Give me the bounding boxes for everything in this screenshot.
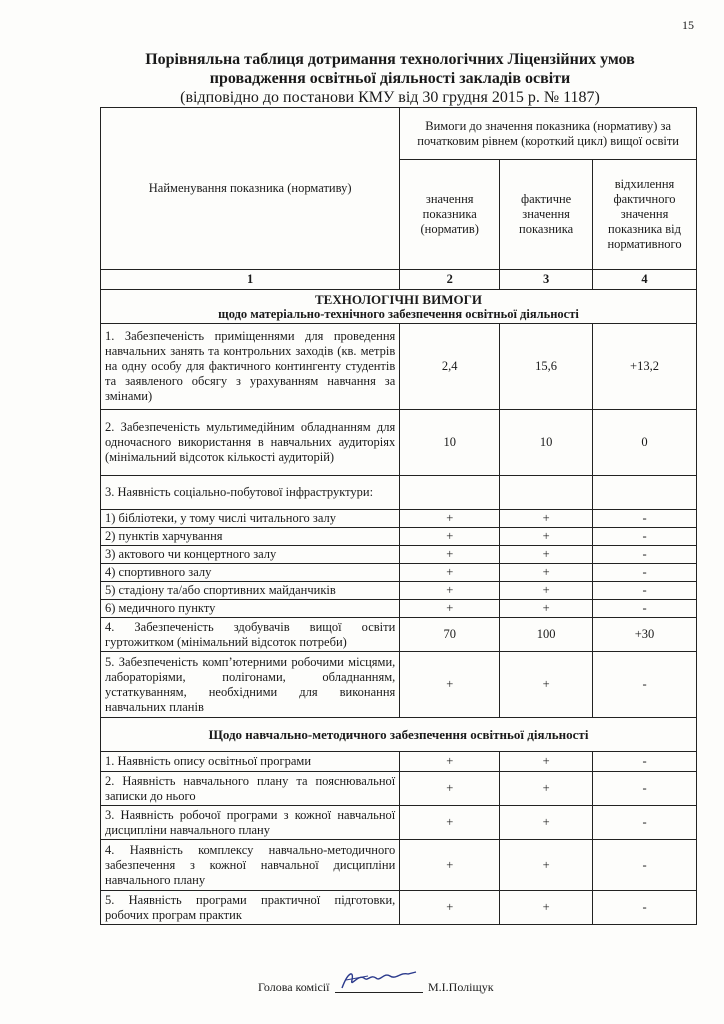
row-norm-value: + xyxy=(400,752,500,772)
comparison-table xyxy=(100,107,697,925)
table-row xyxy=(101,600,697,618)
row-norm-value: + xyxy=(400,582,500,600)
row-actual-value: + xyxy=(500,891,593,925)
row-norm-value: 70 xyxy=(400,618,500,652)
section-title: Щодо навчально-методичного забезпечення освітньої діяльності xyxy=(208,727,589,742)
row-name: 2) пунктів харчування xyxy=(101,528,400,546)
row-deviation-value xyxy=(593,476,697,510)
signature-label: Голова комісії xyxy=(258,980,330,994)
row-deviation-value: - xyxy=(593,806,697,840)
row-deviation-value: +13,2 xyxy=(593,324,697,410)
column-number-1: 1 xyxy=(101,270,400,290)
row-actual-value: + xyxy=(500,546,593,564)
header-col-deviation: відхилення фактичного значення показника від нормативного xyxy=(593,160,697,270)
row-deviation-value: - xyxy=(593,891,697,925)
table-row xyxy=(101,772,697,806)
row-name: 3. Наявність робочої програми з кожної навчальної дисципліни навчального плану xyxy=(101,806,400,840)
row-deviation-value: - xyxy=(593,546,697,564)
page-number: 15 xyxy=(682,18,694,32)
section-methodological-support xyxy=(101,718,697,752)
row-name: 1. Наявність опису освітньої програми xyxy=(101,752,400,772)
row-actual-value: 15,6 xyxy=(500,324,593,410)
row-actual-value: + xyxy=(500,772,593,806)
row-deviation-value: - xyxy=(593,600,697,618)
table-row xyxy=(101,476,697,510)
header-col-actual: фактичне значення показника xyxy=(500,160,593,270)
row-name: 1) бібліотеки, у тому числі читального залу xyxy=(101,510,400,528)
row-deviation-value: - xyxy=(593,840,697,891)
column-number-3: 3 xyxy=(500,270,593,290)
row-norm-value: + xyxy=(400,891,500,925)
row-actual-value: 10 xyxy=(500,410,593,476)
row-actual-value: + xyxy=(500,600,593,618)
signature-line xyxy=(335,992,423,993)
row-actual-value: + xyxy=(500,582,593,600)
row-norm-value: + xyxy=(400,772,500,806)
table-row xyxy=(101,324,697,410)
header-name-column: Найменування показника (нормативу) xyxy=(101,108,400,270)
title-line-3: (відповідно до постанови КМУ від 30 грудня 2015 р. № 1187) xyxy=(180,89,600,106)
row-norm-value xyxy=(400,476,500,510)
header-col-norm: значення показника (норматив) xyxy=(400,160,500,270)
table-row xyxy=(101,752,697,772)
table-row xyxy=(101,582,697,600)
row-norm-value: 2,4 xyxy=(400,324,500,410)
table-row xyxy=(101,564,697,582)
table-row xyxy=(101,806,697,840)
row-name: 5. Забезпеченість комп’ютерними робочими місцями, лабораторіями, полігонами, обладнанням, устаткуванням, необхідними для виконання навчальних планів xyxy=(101,652,400,718)
row-deviation-value: - xyxy=(593,772,697,806)
table-row xyxy=(101,546,697,564)
row-norm-value: 10 xyxy=(400,410,500,476)
column-number-4: 4 xyxy=(593,270,697,290)
row-name: 5. Наявність програми практичної підготовки, робочих програм практик xyxy=(101,891,400,925)
table-row xyxy=(101,618,697,652)
row-deviation-value: - xyxy=(593,510,697,528)
row-norm-value: + xyxy=(400,528,500,546)
table-row xyxy=(101,652,697,718)
row-name: 3) актового чи концертного залу xyxy=(101,546,400,564)
row-name: 2. Наявність навчального плану та пояснювальної записки до нього xyxy=(101,772,400,806)
column-number-2: 2 xyxy=(400,270,500,290)
row-deviation-value: - xyxy=(593,582,697,600)
row-actual-value: 100 xyxy=(500,618,593,652)
row-name: 6) медичного пункту xyxy=(101,600,400,618)
row-actual-value: + xyxy=(500,806,593,840)
row-name: 2. Забезпеченість мультимедійним обладнанням для одночасного використання в навчальних аудиторіях (мінімальний відсоток кількості аудиторій) xyxy=(101,410,400,476)
table-row xyxy=(101,891,697,925)
row-actual-value: + xyxy=(500,752,593,772)
row-name: 1. Забезпеченість приміщеннями для проведення навчальних занять та контрольних заходів (кв. метрів на одну особу для фактичного контингенту студентів та заявленого обсягу з урахуванням навчання за змінами) xyxy=(101,324,400,410)
header-requirements-group: Вимоги до значення показника (нормативу) за початковим рівнем (короткий цикл) вищої освіти xyxy=(400,108,697,160)
section-title: ТЕХНОЛОГІЧНІ ВИМОГИ xyxy=(315,291,482,307)
row-name: 4. Забезпеченість здобувачів вищої освіти гуртожитком (мінімальний відсоток потреби) xyxy=(101,618,400,652)
row-actual-value: + xyxy=(500,840,593,891)
table-row xyxy=(101,510,697,528)
row-actual-value: + xyxy=(500,564,593,582)
row-norm-value: + xyxy=(400,546,500,564)
section-technological-requirements xyxy=(101,290,697,324)
row-deviation-value: - xyxy=(593,652,697,718)
row-name: 3. Наявність соціально-побутової інфраструктури: xyxy=(101,476,400,510)
table-row xyxy=(101,840,697,891)
row-norm-value: + xyxy=(400,840,500,891)
row-deviation-value: - xyxy=(593,752,697,772)
row-deviation-value: - xyxy=(593,528,697,546)
row-actual-value: + xyxy=(500,652,593,718)
row-name: 4. Наявність комплексу навчально-методичного забезпечення з кожної навчальної дисципліни навчального плану xyxy=(101,840,400,891)
table-row xyxy=(101,528,697,546)
row-norm-value: + xyxy=(400,806,500,840)
title-line-2: провадження освітньої діяльності закладів освіти xyxy=(209,70,571,87)
table-row xyxy=(101,410,697,476)
row-norm-value: + xyxy=(400,510,500,528)
document-title xyxy=(100,50,680,107)
row-deviation-value: 0 xyxy=(593,410,697,476)
row-norm-value: + xyxy=(400,652,500,718)
row-deviation-value: - xyxy=(593,564,697,582)
row-norm-value: + xyxy=(400,600,500,618)
handwritten-signature xyxy=(338,966,420,994)
signature-name: М.І.Поліщук xyxy=(428,980,494,994)
row-actual-value: + xyxy=(500,528,593,546)
row-actual-value: + xyxy=(500,510,593,528)
title-line-1: Порівняльна таблиця дотримання технологічних Ліцензійних умов xyxy=(145,51,635,68)
row-deviation-value: +30 xyxy=(593,618,697,652)
row-norm-value: + xyxy=(400,564,500,582)
row-name: 4) спортивного залу xyxy=(101,564,400,582)
row-actual-value xyxy=(500,476,593,510)
row-name: 5) стадіону та/або спортивних майданчиків xyxy=(101,582,400,600)
section-subtitle: щодо матеріально-технічного забезпечення освітньої діяльності xyxy=(218,306,579,321)
